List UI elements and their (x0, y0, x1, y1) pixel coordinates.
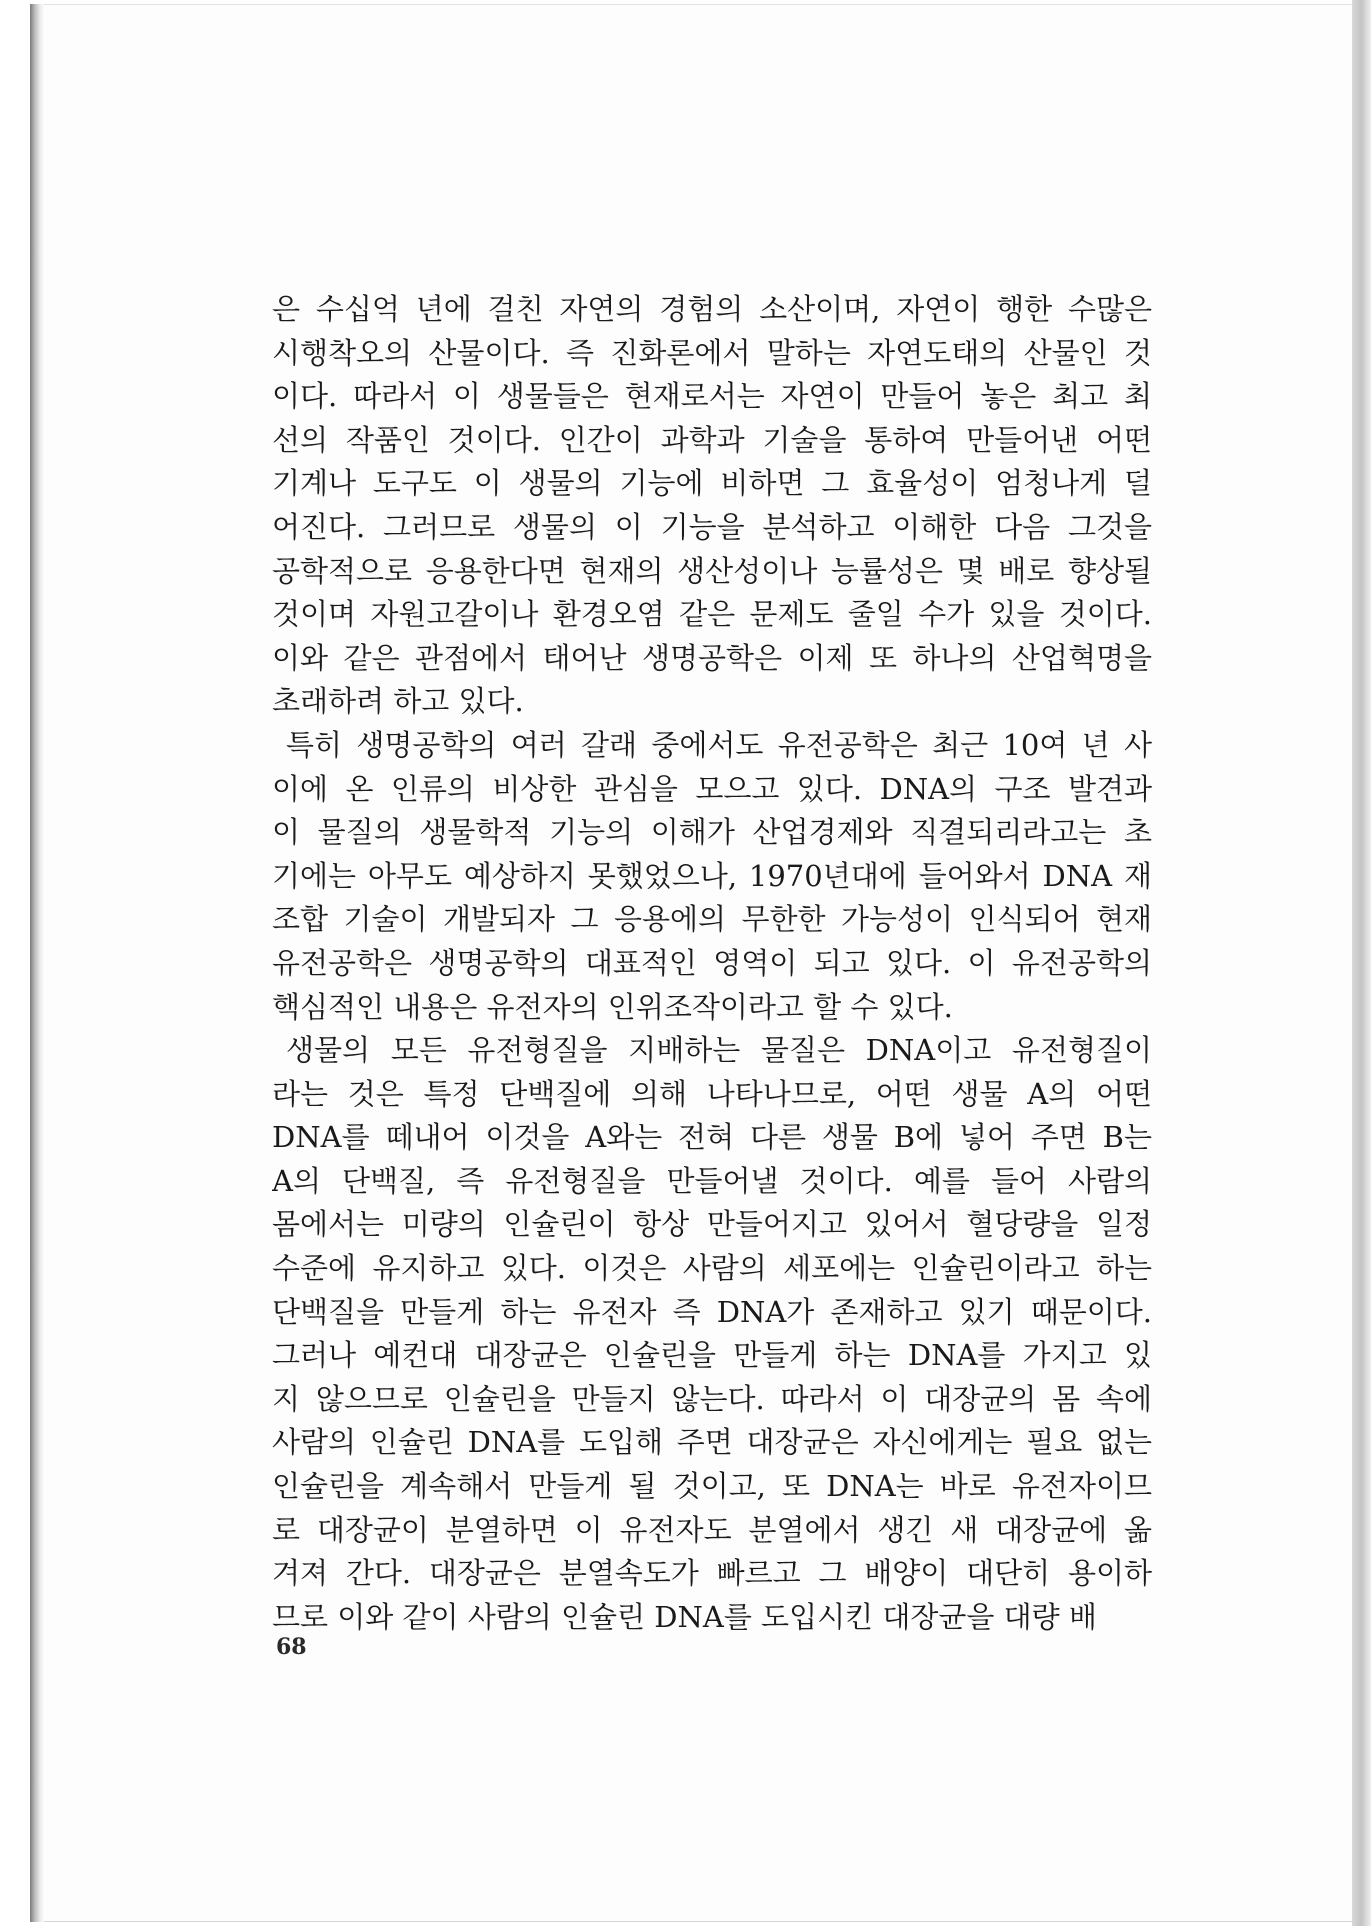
text-line: 기에는 아무도 예상하지 못했었으나, 1970년대에 들어와서 DNA 재 (272, 858, 1152, 893)
binding-shadow (30, 4, 44, 1922)
text-line: DNA를 떼내어 이것을 A와는 전혀 다른 생물 B에 넣어 주면 B는 (272, 1120, 1152, 1155)
page-edge-right (1352, 0, 1371, 1926)
text-line: 사람의 인슐린 DNA를 도입해 주면 대장균은 자신에게는 필요 없는 (272, 1425, 1152, 1460)
text-line: 이 물질의 생물학적 기능의 이해가 산업경제와 직결되리라고는 초 (272, 815, 1152, 850)
text-line: 선의 작품인 것이다. 인간이 과학과 기술을 통하여 만들어낸 어떤 (272, 422, 1152, 457)
text-line: 수준에 유지하고 있다. 이것은 사람의 세포에는 인슐린이라고 하는 (272, 1251, 1152, 1286)
page-number: 68 (276, 1634, 307, 1660)
text-line: 핵심적인 내용은 유전자의 인위조작이라고 할 수 있다. (272, 989, 953, 1024)
text-line: 이와 같은 관점에서 태어난 생명공학은 이제 또 하나의 산업혁명을 (272, 640, 1152, 675)
text-line: 로 대장균이 분열하면 이 유전자도 분열에서 생긴 새 대장균에 옮 (272, 1512, 1152, 1547)
text-line: 생물의 모든 유전형질을 지배하는 물질은 DNA이고 유전형질이 (286, 1033, 1152, 1068)
text-line: 겨져 간다. 대장균은 분열속도가 빠르고 그 배양이 대단히 용이하 (272, 1556, 1152, 1591)
text-line: 은 수십억 년에 걸친 자연의 경험의 소산이며, 자연이 행한 수많은 (272, 292, 1152, 326)
text-line: A의 단백질, 즉 유전형질을 만들어낼 것이다. 예를 들어 사람의 (272, 1163, 1152, 1198)
text-line: 어진다. 그러므로 생물의 이 기능을 분석하고 이해한 다음 그것을 (272, 509, 1152, 544)
text-line: 시행착오의 산물이다. 즉 진화론에서 말하는 자연도태의 산물인 것 (272, 335, 1152, 370)
text-line: 것이며 자원고갈이나 환경오염 같은 문제도 줄일 수가 있을 것이다. (272, 597, 1152, 632)
paragraph (272, 1029, 1152, 1639)
text-line: 유전공학은 생명공학의 대표적인 영역이 되고 있다. 이 유전공학의 (272, 945, 1152, 980)
text-line: 지 않으므로 인슐린을 만들지 않는다. 따라서 이 대장균의 몸 속에 (272, 1381, 1152, 1416)
text-line: 인슐린을 계속해서 만들게 될 것이고, 또 DNA는 바로 유전자이므 (272, 1469, 1152, 1504)
text-line: 이다. 따라서 이 생물들은 현재로서는 자연이 만들어 놓은 최고 최 (272, 379, 1152, 414)
text-line: 특히 생명공학의 여러 갈래 중에서도 유전공학은 최근 10여 년 사 (286, 727, 1152, 762)
text-line: 공학적으로 응용한다면 현재의 생산성이나 능률성은 몇 배로 향상될 (272, 553, 1152, 588)
paragraph (272, 724, 1152, 1029)
text-line: 조합 기술이 개발되자 그 응용에의 무한한 가능성이 인식되어 현재 (272, 902, 1152, 937)
text-line: 이에 온 인류의 비상한 관심을 모으고 있다. DNA의 구조 발견과 (272, 771, 1152, 806)
text-line: 몸에서는 미량의 인슐린이 항상 만들어지고 있어서 혈당량을 일정 (272, 1207, 1152, 1242)
body-text (272, 288, 1152, 1639)
text-line: 단백질을 만들게 하는 유전자 즉 DNA가 존재하고 있기 때문이다. (272, 1294, 1152, 1329)
text-line: 기계나 도구도 이 생물의 기능에 비하면 그 효율성이 엄청나게 덜 (272, 466, 1152, 501)
paragraph (272, 288, 1152, 724)
text-line: 라는 것은 특정 단백질에 의해 나타나므로, 어떤 생물 A의 어떤 (272, 1076, 1152, 1111)
text-line: 그러나 예컨대 대장균은 인슐린을 만들게 하는 DNA를 가지고 있 (272, 1338, 1152, 1373)
text-line: 초래하려 하고 있다. (272, 684, 524, 719)
text-line: 므로 이와 같이 사람의 인슐린 DNA를 도입시킨 대장균을 대량 배 (272, 1599, 1097, 1634)
